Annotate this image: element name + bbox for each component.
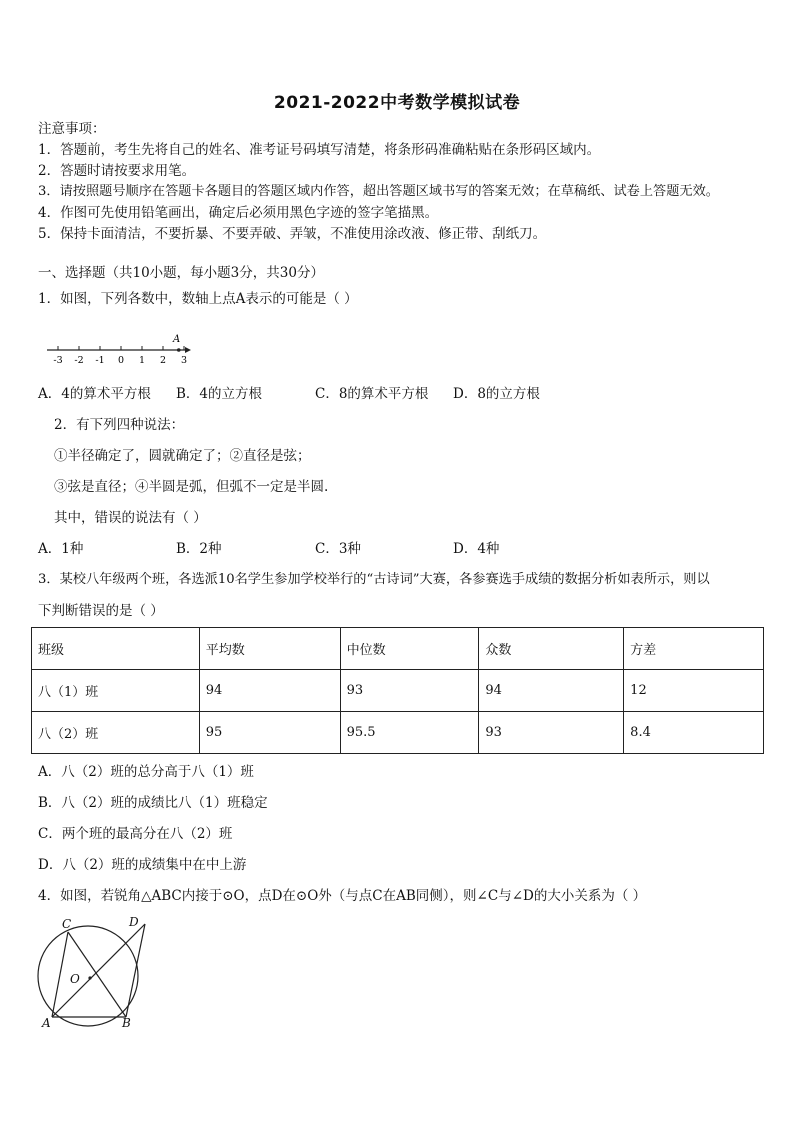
table-cell: 93 bbox=[340, 670, 479, 712]
table-header-cell: 方差 bbox=[624, 628, 764, 670]
table-row bbox=[32, 670, 764, 712]
label-d: D bbox=[129, 915, 139, 929]
q3-option-c: C．两个班的最高分在八（2）班 bbox=[38, 826, 233, 842]
q2-option-a: A．1种 bbox=[38, 541, 84, 557]
notice-heading: 注意事项： bbox=[38, 121, 106, 137]
label-b: B bbox=[122, 1016, 131, 1030]
center-dot bbox=[88, 976, 91, 979]
circle-figure bbox=[32, 912, 162, 1037]
table-header-cell: 班级 bbox=[32, 628, 200, 670]
label-o: O bbox=[70, 972, 80, 986]
table-row bbox=[32, 712, 764, 754]
question-1-stem: 1．如图，下列各数中，数轴上点A表示的可能是（ ） bbox=[38, 291, 358, 307]
question-2-line: ①半径确定了，圆就确定了；②直径是弦； bbox=[54, 448, 311, 464]
score-table bbox=[31, 627, 764, 754]
question-4-stem: 4．如图，若锐角△ABC内接于⊙O，点D在⊙O外（与点C在AB同侧），则∠C与∠D的大小关系为（ ） bbox=[38, 888, 647, 904]
q1-option-d: D．8的立方根 bbox=[453, 386, 540, 402]
table-header-cell: 众数 bbox=[479, 628, 624, 670]
table-cell: 95 bbox=[199, 712, 340, 754]
q1-option-a: A．4的算术平方根 bbox=[38, 386, 151, 402]
notice-item: 1．答题前，考生先将自己的姓名、准考证号码填写清楚，将条形码准确粘贴在条形码区域内。 bbox=[38, 142, 601, 158]
q2-option-b: B．2种 bbox=[176, 541, 222, 557]
label-a: A bbox=[42, 1016, 51, 1030]
q3-option-a: A．八（2）班的总分高于八（1）班 bbox=[38, 764, 254, 780]
notice-item: 5．保持卡面清洁，不要折暴、不要弄破、弄皱，不准使用涂改液、修正带、刮纸刀。 bbox=[38, 226, 547, 242]
question-3-stem: 3．某校八年级两个班，各选派10名学生参加学校举行的“古诗词”大赛，各参赛选手成绩的数据分析如表所示，则以 bbox=[38, 572, 710, 587]
notice-item: 4．作图可先使用铅笔画出，确定后必须用黑色字迹的签字笔描黑。 bbox=[38, 205, 439, 221]
notice-item: 3．请按照题号顺序在答题卡各题目的答题区域内作答，超出答题区域书写的答案无效；在草稿纸、试卷上答题无效。 bbox=[38, 184, 719, 199]
question-3-stem-cont: 下判断错误的是（ ） bbox=[38, 603, 164, 619]
q3-option-b: B．八（2）班的成绩比八（1）班稳定 bbox=[38, 795, 268, 811]
question-2-line: 其中，错误的说法有（ ） bbox=[54, 510, 207, 526]
table-cell: 94 bbox=[199, 670, 340, 712]
table-header-cell: 平均数 bbox=[199, 628, 340, 670]
q2-option-d: D．4种 bbox=[453, 541, 500, 557]
question-2-line: ③弦是直径；④半圆是弧，但弧不一定是半圆. bbox=[54, 479, 329, 495]
segment-ad bbox=[52, 924, 145, 1017]
table-cell: 93 bbox=[479, 712, 624, 754]
q2-option-c: C．3种 bbox=[315, 541, 361, 557]
q1-option-c: C．8的算术平方根 bbox=[315, 386, 429, 402]
number-line-tick-label: 2 bbox=[159, 355, 167, 366]
number-line-tick-label: -3 bbox=[53, 355, 63, 366]
table-header-cell: 中位数 bbox=[340, 628, 479, 670]
table-cell: 8.4 bbox=[624, 712, 764, 754]
arrow-icon bbox=[185, 347, 191, 353]
table-cell: 12 bbox=[624, 670, 764, 712]
q1-option-b: B．4的立方根 bbox=[176, 386, 263, 402]
number-line-tick-label: -2 bbox=[74, 355, 84, 366]
notice-item: 2．答题时请按要求用笔。 bbox=[38, 163, 196, 179]
number-line-tick-label: 1 bbox=[138, 355, 146, 366]
table-header-row bbox=[32, 628, 764, 670]
point-a bbox=[177, 348, 181, 352]
number-line-tick-label: -1 bbox=[95, 355, 105, 366]
table-cell: 94 bbox=[479, 670, 624, 712]
label-c: C bbox=[62, 917, 72, 931]
table-cell: 八（1）班 bbox=[32, 670, 200, 712]
table-cell: 95.5 bbox=[340, 712, 479, 754]
number-line-tick-label: 0 bbox=[117, 355, 125, 366]
q3-option-d: D．八（2）班的成绩集中在中上游 bbox=[38, 857, 247, 873]
segment-ac bbox=[52, 932, 68, 1017]
page-title: 2021-2022中考数学模拟试卷 bbox=[273, 93, 521, 113]
point-a-label: A bbox=[173, 334, 181, 345]
segment-db bbox=[126, 924, 145, 1017]
number-line-figure bbox=[42, 330, 202, 370]
table-cell: 八（2）班 bbox=[32, 712, 200, 754]
number-line-tick-label: 3 bbox=[180, 355, 188, 366]
section-heading: 一、选择题（共10小题，每小题3分，共30分） bbox=[38, 265, 324, 281]
question-2-stem: 2．有下列四种说法： bbox=[54, 417, 185, 433]
